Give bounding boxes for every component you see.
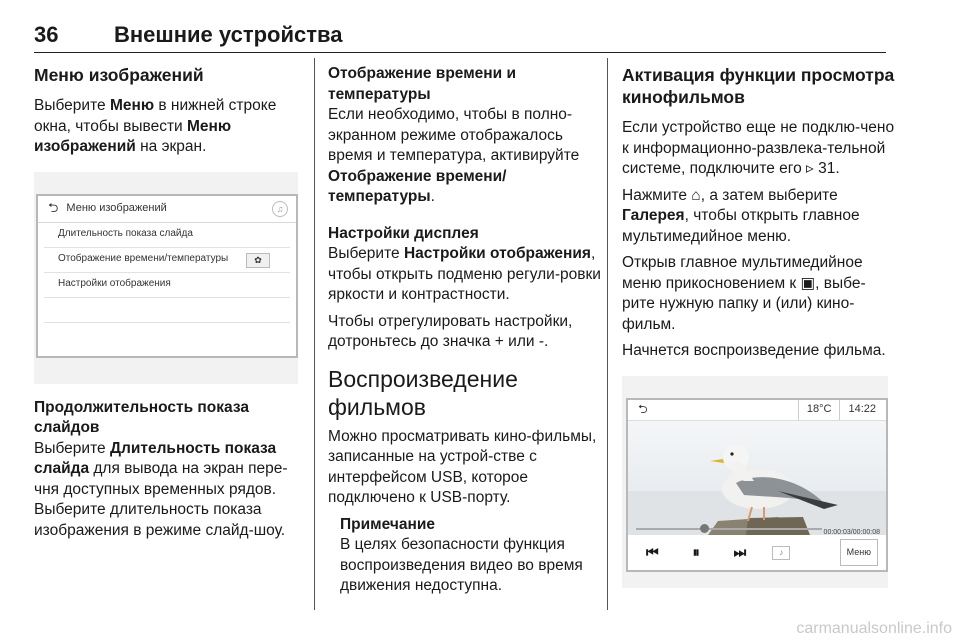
movie-playback-heading: Воспроизведение фильмов [328,365,518,420]
chapter-title: Внешние устройства [114,22,343,47]
menu-item-time-temperature[interactable]: Отображение времени/температуры ✿ [44,248,290,273]
playback-progress-track[interactable] [636,528,822,530]
next-track-icon[interactable]: ⏭ [733,544,747,561]
previous-track-icon[interactable]: ⏮ [646,544,659,561]
column-divider-1 [314,58,315,610]
playback-progress-knob[interactable] [700,524,709,533]
music-note-icon[interactable]: ♫ [272,201,288,217]
back-arrow-icon[interactable]: ⮌ [638,402,648,417]
display-settings-heading: Настройки дисплея [328,224,479,242]
column-1 [34,64,308,547]
image-menu-figure [34,172,298,384]
screen-title-bar [38,196,296,223]
menu-paragraph: Выберите Меню в нижней строке окна, чтобы вывести Меню изображений на экран. [34,97,277,155]
slide-heading: Продолжительность показа слайдов [34,398,249,436]
activate-paragraph-1: Если устройство еще не подклю-чено к информационно-развлека-тельной системе, подключите его ▹ 31. [622,119,895,177]
movie-playback-paragraph: Можно просматривать кино-фильмы, записанные на устрой-стве с интерфейсом USB, которое подключено к USB-порту. [328,427,597,506]
page-number: 36 [34,22,59,47]
audio-settings-icon[interactable]: ♪ [772,546,790,560]
column-3 [622,64,896,602]
screen-title: Меню изображений [66,202,167,215]
menu-item-display-settings[interactable]: Настройки отображения [44,273,290,298]
display-settings-paragraph-2: Чтобы отрегулировать настройки, дотроньтесь до значка + или -. [328,312,573,350]
note-title: Примечание [340,515,435,533]
player-status-bar [628,400,886,421]
note-text: В целях безопасности функция воспроизведения видео во время движения недоступна. [340,536,583,594]
column-divider-2 [607,58,608,610]
menu-item-empty [44,298,290,323]
player-controls [628,538,886,568]
activate-paragraph-4: Начнется воспроизведение фильма. [622,342,886,359]
pause-icon[interactable]: ⏸ [692,544,700,561]
activate-paragraph-2: Нажмите ⌂, а затем выберите Галерея, чтобы открыть главное мультимедийное меню. [622,186,860,245]
note-block [340,515,602,597]
watermark: carmanualsonline.info [796,620,952,637]
time-temperature-paragraph: Если необходимо, чтобы в полно-экранном режиме отображалось время и температура, активируйте Отображение времени/ температуры. [328,106,580,205]
activate-movies-heading: Активация функции просмотра кинофильмов [622,65,895,107]
menu-item-slide-duration[interactable]: Длительность показа слайда [44,223,290,248]
time-temperature-heading: Отображение времени и температуры [328,65,517,103]
page-header [34,22,886,53]
seagull-video-frame [628,421,886,535]
movie-player-screen [626,398,888,572]
slide-paragraph: Выберите Длительность показа слайда для вывода на экран пере-чня доступных временных рядов. Выберите длительность показа изображения в режиме слайд-шоу. [34,439,288,539]
image-menu-screen [36,194,298,358]
movie-player-figure [622,376,888,588]
menu-heading: Меню изображений [34,65,204,85]
home-icon: ⌂ [691,186,701,204]
clock-readout: 14:22 [839,399,886,420]
display-settings-paragraph: Выберите Настройки отображения, чтобы открыть подменю регули-ровки яркости и контрастности. [328,245,601,303]
menu-button[interactable]: Меню [840,539,878,566]
temperature-readout: 18°C [798,399,840,420]
toggle-icon[interactable]: ✿ [246,253,270,268]
page-reference-icon: ▹ [806,160,814,177]
media-source-icon: ▣ [800,274,816,292]
back-arrow-icon[interactable]: ⮌ [48,200,59,216]
activate-paragraph-3: Открыв главное мультимедийное меню прикосновением к ▣, выбе-рите нужную папку и (или) кино-фильм. [622,254,866,333]
column-2 [328,64,602,597]
timecode-readout: 00:00:03/00:00:08 [823,528,880,536]
